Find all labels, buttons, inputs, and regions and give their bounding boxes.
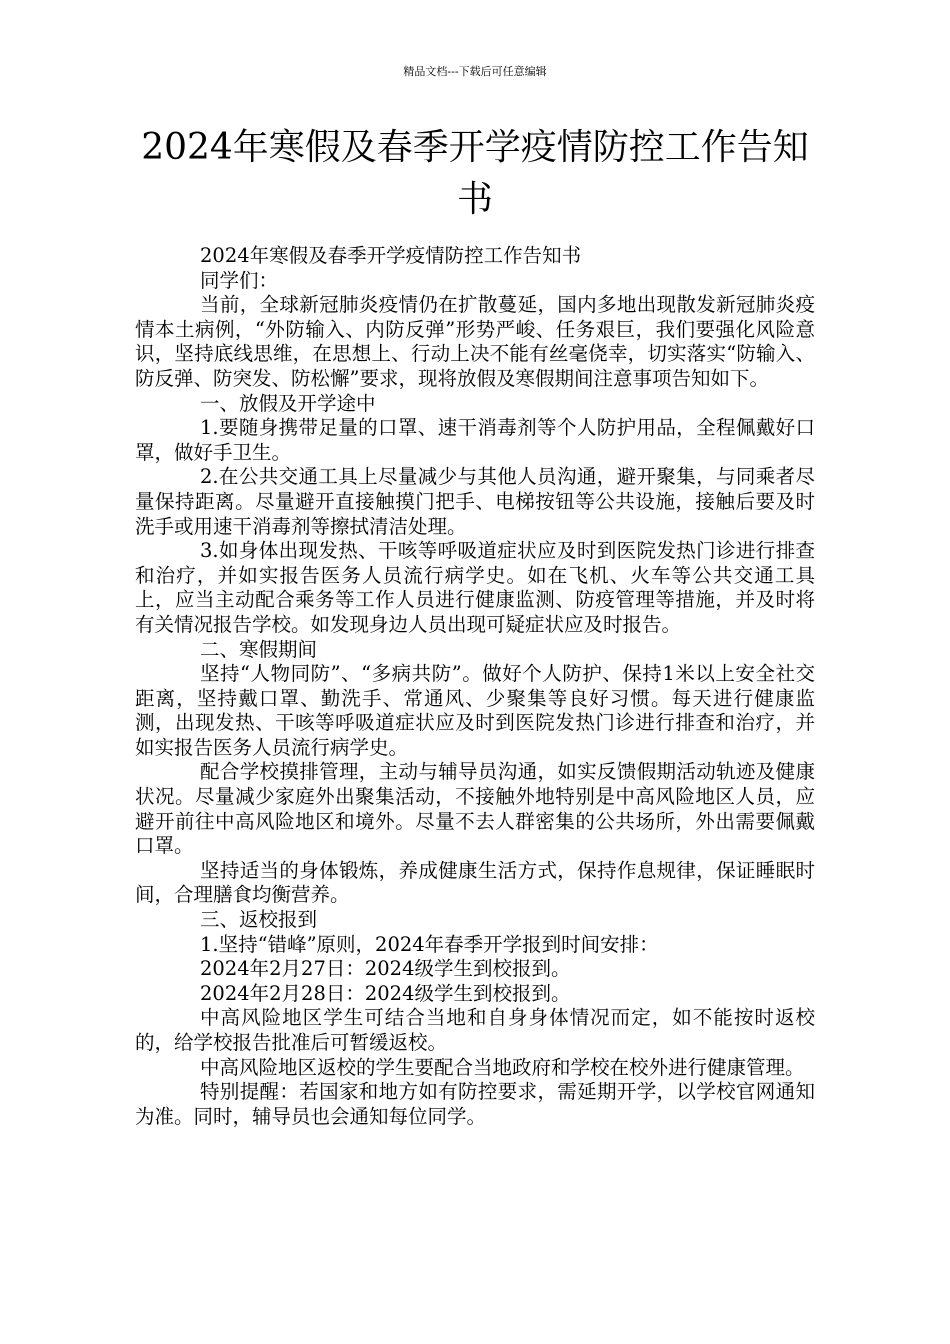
section-heading-2: 二、寒假期间 — [200, 637, 318, 661]
body-paragraph: 1.坚持“错峰”原则，2024年春季开学报到时间安排： — [200, 932, 659, 956]
body-paragraph: 2.在公共交通工具上尽量减少与其他人员沟通，避开聚集，与同乘者尽量保持距离。尽量避开直接触摸门把手、电梯按钮等公共设施，接触后要及时洗手或用速干消毒剂等擦拭清洁处理。 — [135, 465, 815, 538]
special-reminder: 特别提醒：若国家和地方如有防控要求，需延期开学，以学校官网通知为准。同时，辅导员也会通知每位同学。 — [135, 1080, 815, 1128]
body-paragraph: 配合学校摸排管理，主动与辅导员沟通，如实反馈假期活动轨迹及健康状况。尽量减少家庭外出聚集活动，不接触外地特别是中高风险地区人员，应避开前往中高风险地区和境外。尽量不去人群密集的公共场所，外出需要佩戴口罩。 — [135, 760, 815, 858]
body-paragraph: 1.要随身携带足量的口罩、速干消毒剂等个人防护用品，全程佩戴好口罩，做好手卫生。 — [135, 416, 815, 464]
body-paragraph: 中高风险地区学生可结合当地和自身身体情况而定，如不能按时返校的，给学校报告批准后可暂缓返校。 — [135, 1006, 815, 1054]
intro-paragraph: 当前，全球新冠肺炎疫情仍在扩散蔓延，国内多地出现散发新冠肺炎疫情本土病例，“外防输入、内防反弹”形势严峻、任务艰巨，我们要强化风险意识，坚持底线思维，在思想上、行动上决不能有丝毫侥幸，切实落实“防输入、防反弹、防突发、防松懈”要求，现将放假及寒假期间注意事项告知如下。 — [135, 293, 815, 390]
body-paragraph: 3.如身体出现发热、干咳等呼吸道症状应及时到医院发热门诊进行排查和治疗，并如实报告医务人员流行病学史。如在飞机、火车等公共交通工具上，应当主动配合乘务等工作人员进行健康监测、防疫管理等措施，并及时将有关情况报告学校。如发现身边人员出现可疑症状应及时报告。 — [135, 539, 815, 636]
section-heading-1: 一、放假及开学途中 — [200, 391, 376, 415]
section-heading-3: 三、返校报到 — [200, 908, 318, 932]
document-title: 2024年寒假及春季开学疫情防控工作告知书 — [141, 127, 809, 220]
header-note: 精品文档---下载后可任意编辑 — [403, 65, 547, 78]
body-paragraph: 坚持适当的身体锻炼，养成健康生活方式，保持作息规律，保证睡眠时间，合理膳食均衡营养。 — [135, 858, 815, 907]
schedule-item: 2024年2月28日：2024级学生到校报到。 — [200, 981, 571, 1005]
body-paragraph: 坚持“人物同防”、“多病共防”。做好个人防护、保持1米以上安全社交距离，坚持戴口罩、勤洗手、常通风、少聚集等良好习惯。每天进行健康监测，出现发热、干咳等呼吸道症状应及时到医院发热门诊进行排查和治疗，并如实报告医务人员流行病学史。 — [135, 662, 815, 759]
body-paragraph: 中高风险地区返校的学生要配合当地政府和学校在校外进行健康管理。 — [200, 1055, 805, 1079]
salutation: 同学们： — [200, 268, 279, 292]
schedule-item: 2024年2月27日：2024级学生到校报到。 — [200, 957, 571, 981]
body-subtitle: 2024年寒假及春季开学疫情防控工作告知书 — [200, 244, 582, 267]
document-body — [135, 244, 815, 1129]
